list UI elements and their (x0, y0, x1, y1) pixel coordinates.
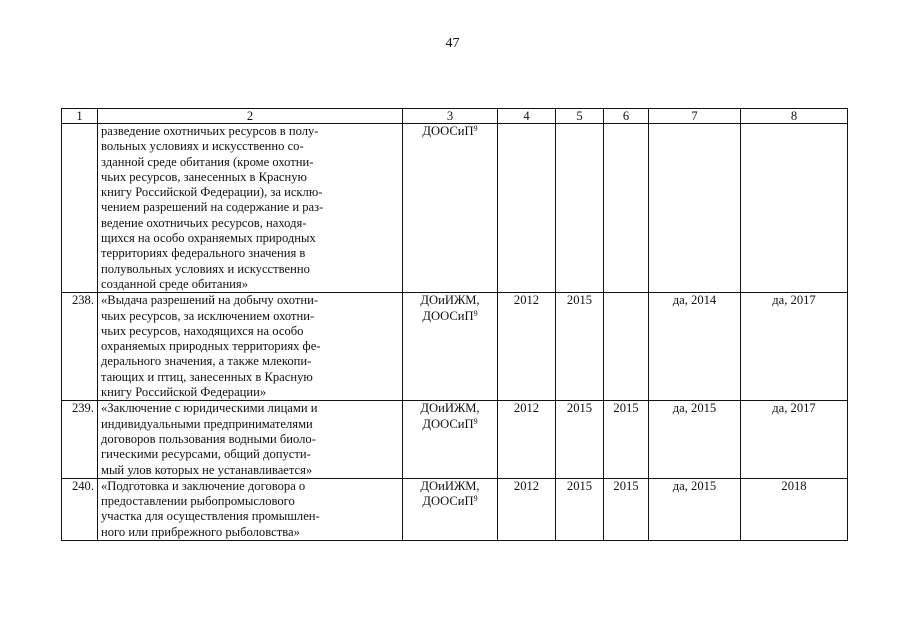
description-line: полувольных условиях и искусственно (101, 261, 310, 276)
description-line: тающих и птиц, занесенных в Красную (101, 369, 313, 384)
column-header-8: 8 (741, 109, 848, 124)
column-5-cell: 2015 (556, 478, 604, 540)
description-line: индивидуальными предпринимателями (101, 416, 313, 431)
description-line: чьих ресурсов, занесенных в Красную (101, 169, 307, 184)
column-6-cell (604, 124, 649, 293)
responsible-line (405, 479, 495, 494)
column-7-cell: да, 2015 (649, 478, 741, 540)
table-row (62, 401, 848, 478)
service-description-cell (98, 293, 403, 401)
column-7-cell: да, 2014 (649, 293, 741, 401)
footnote-marker: 9 (473, 494, 478, 504)
department-code: ДОиИЖМ, (420, 401, 480, 416)
responsible-line (405, 124, 495, 139)
department-code: ДООСиП (422, 416, 474, 431)
responsible-department-cell (403, 401, 498, 478)
row-number-cell: 239. (62, 401, 98, 478)
column-header-4: 4 (498, 109, 556, 124)
description-line: книгу Российской Федерации» (101, 385, 267, 400)
description-line: «Подготовка и заключение договора о (101, 478, 306, 493)
column-5-cell (556, 124, 604, 293)
responsible-department-cell (403, 478, 498, 540)
column-7-cell: да, 2015 (649, 401, 741, 478)
column-header-3: 3 (403, 109, 498, 124)
column-8-cell: да, 2017 (741, 293, 848, 401)
description-line: «Выдача разрешений на добычу охотни- (101, 293, 319, 308)
table-row (62, 478, 848, 540)
description-line: разведение охотничьих ресурсов в полу- (101, 124, 319, 138)
column-5-cell: 2015 (556, 401, 604, 478)
description-line: ведение охотничьих ресурсов, находя- (101, 215, 307, 230)
description-line: зданной среде обитания (кроме охотни- (101, 154, 314, 169)
description-line: договоров пользования водными биоло- (101, 431, 316, 446)
row-number-cell: 238. (62, 293, 98, 401)
description-line: созданной среде обитания» (101, 276, 249, 291)
responsible-line (405, 494, 495, 509)
description-line: книгу Российской Федерации), за исклю- (101, 185, 323, 200)
column-6-cell: 2015 (604, 401, 649, 478)
responsible-line (405, 309, 495, 324)
responsible-line (405, 293, 495, 308)
column-5-cell: 2015 (556, 293, 604, 401)
row-number-cell: 240. (62, 478, 98, 540)
table-row (62, 124, 848, 293)
row-number-cell (62, 124, 98, 293)
service-description-cell (98, 401, 403, 478)
footnote-marker: 9 (473, 308, 478, 318)
department-code: ДООСиП (422, 494, 474, 509)
description-line: мый улов которых не устанавливается» (101, 462, 313, 477)
service-description-cell (98, 478, 403, 540)
table-row (62, 293, 848, 401)
column-4-cell (498, 124, 556, 293)
footnote-marker: 9 (473, 124, 478, 133)
department-code: ДООСиП (422, 124, 474, 138)
description-line: «Заключение с юридическими лицами и (101, 401, 318, 416)
description-line: охраняемых природных территориях фе- (101, 339, 321, 354)
table-header-row (62, 109, 848, 124)
column-4-cell: 2012 (498, 293, 556, 401)
responsible-department-cell (403, 124, 498, 293)
column-header-7: 7 (649, 109, 741, 124)
description-line: вольных условиях и искусственно со- (101, 139, 304, 154)
description-line: чьих ресурсов, находящихся на особо (101, 323, 304, 338)
document-table (61, 108, 848, 541)
description-line: участка для осуществления промышлен- (101, 509, 320, 524)
description-line: ного или прибрежного рыболовства» (101, 524, 300, 539)
footnote-marker: 9 (473, 416, 478, 426)
description-line: чьих ресурсов, за исключением охотни- (101, 308, 315, 323)
description-line: предоставлении рыбопромыслового (101, 494, 295, 509)
description-line: щихся на особо охраняемых природных (101, 231, 316, 246)
column-4-cell: 2012 (498, 401, 556, 478)
column-6-cell: 2015 (604, 478, 649, 540)
department-code: ДОиИЖМ, (420, 293, 480, 308)
description-line: чением разрешений на содержание и раз- (101, 200, 324, 215)
responsible-department-cell (403, 293, 498, 401)
column-8-cell (741, 124, 848, 293)
department-code: ДООСиП (422, 308, 474, 323)
column-header-1: 1 (62, 109, 98, 124)
column-header-5: 5 (556, 109, 604, 124)
column-6-cell (604, 293, 649, 401)
page-number: 47 (445, 36, 460, 51)
service-description-cell (98, 124, 403, 293)
column-8-cell: 2018 (741, 478, 848, 540)
column-8-cell: да, 2017 (741, 401, 848, 478)
description-line: гическими ресурсами, общий допусти- (101, 447, 311, 462)
column-header-6: 6 (604, 109, 649, 124)
responsible-line (405, 401, 495, 416)
column-4-cell: 2012 (498, 478, 556, 540)
description-line: территориях федерального значения в (101, 246, 306, 261)
description-line: дерального значения, а также млекопи- (101, 354, 312, 369)
responsible-line (405, 417, 495, 432)
column-header-2: 2 (98, 109, 403, 124)
column-7-cell (649, 124, 741, 293)
department-code: ДОиИЖМ, (420, 478, 480, 493)
